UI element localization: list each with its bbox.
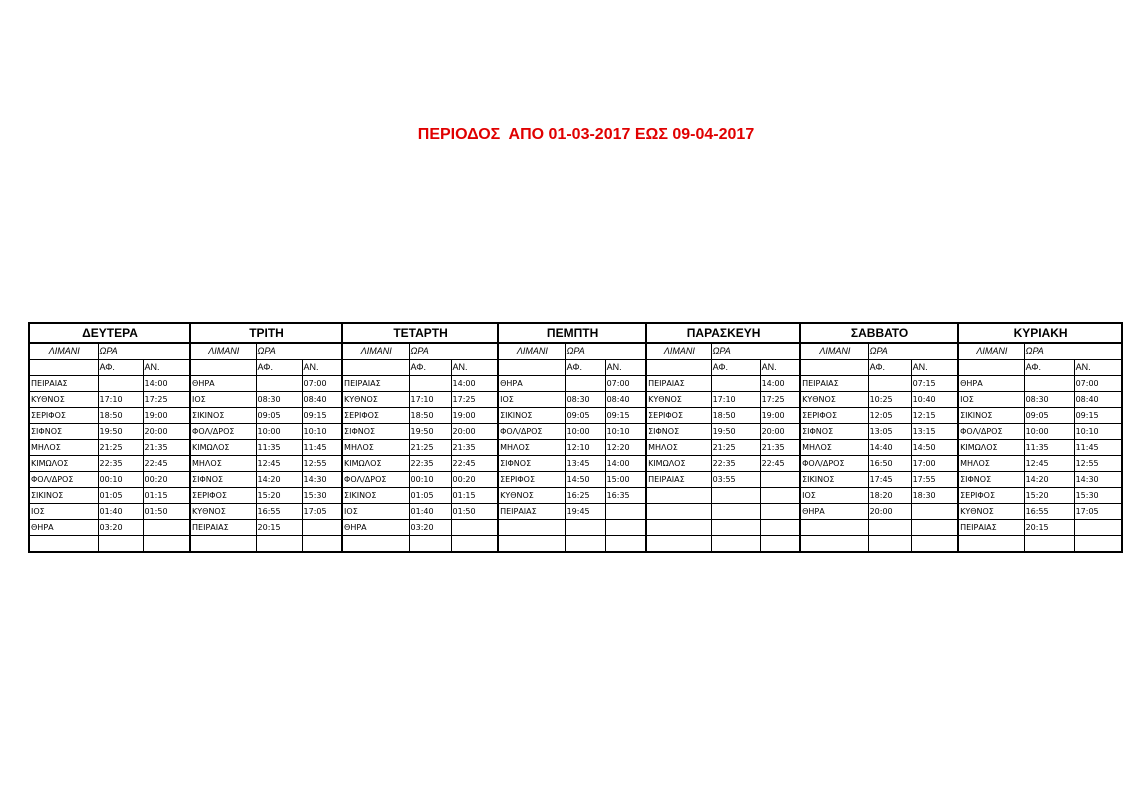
port-cell [29, 536, 98, 553]
arrival-time-cell [605, 520, 646, 536]
port-cell [342, 536, 409, 553]
departure-column-header: ΑΦ. [256, 360, 302, 376]
blank-cell [342, 360, 409, 376]
port-cell: ΣΕΡΙΦΟΣ [498, 472, 565, 488]
day-header: ΚΥΡΙΑΚΗ [958, 323, 1122, 343]
departure-time-cell: 14:20 [256, 472, 302, 488]
blank-cell [646, 360, 711, 376]
port-cell: ΚΙΜΩΛΟΣ [29, 456, 98, 472]
departure-time-cell: 21:25 [98, 440, 143, 456]
port-column-header: ΛΙΜΑΝΙ [498, 343, 565, 360]
departure-time-cell: 20:00 [868, 504, 911, 520]
port-cell: ΘΗΡΑ [342, 520, 409, 536]
arrival-time-cell [451, 520, 498, 536]
departure-time-cell [868, 520, 911, 536]
port-cell: ΚΥΘΝΟΣ [958, 504, 1024, 520]
port-cell: ΣΕΡΙΦΟΣ [958, 488, 1024, 504]
departure-time-cell: 11:35 [256, 440, 302, 456]
departure-time-cell: 17:10 [409, 392, 451, 408]
port-cell: ΚΥΘΝΟΣ [800, 392, 868, 408]
departure-time-cell: 10:00 [256, 424, 302, 440]
port-cell: ΣΙΦΝΟΣ [958, 472, 1024, 488]
table-row [29, 504, 1122, 520]
departure-time-cell: 11:35 [1024, 440, 1074, 456]
departure-time-cell: 18:50 [711, 408, 760, 424]
port-cell: ΠΕΙΡΑΙΑΣ [800, 376, 868, 392]
arrival-time-cell: 08:40 [302, 392, 342, 408]
day-header-row [29, 323, 1122, 343]
departure-time-cell: 10:00 [565, 424, 605, 440]
arrival-time-cell: 08:40 [1074, 392, 1122, 408]
arrival-time-cell: 10:10 [302, 424, 342, 440]
port-cell: ΦΟΛ/ΔΡΟΣ [29, 472, 98, 488]
port-cell: ΣΕΡΙΦΟΣ [29, 408, 98, 424]
arrival-time-cell [760, 472, 800, 488]
arrival-time-cell: 07:00 [302, 376, 342, 392]
port-cell: ΣΙΚΙΝΟΣ [498, 408, 565, 424]
port-cell: ΙΟΣ [800, 488, 868, 504]
time-column-header: ΩΡΑ [711, 343, 760, 360]
blank-cell [958, 360, 1024, 376]
table-row [29, 456, 1122, 472]
time-column-header: ΩΡΑ [1024, 343, 1074, 360]
arrival-time-cell [1074, 536, 1122, 553]
port-cell: ΘΗΡΑ [29, 520, 98, 536]
port-cell [800, 536, 868, 553]
departure-column-header: ΑΦ. [711, 360, 760, 376]
port-cell [800, 520, 868, 536]
port-cell: ΣΕΡΙΦΟΣ [342, 408, 409, 424]
arrival-time-cell: 17:05 [302, 504, 342, 520]
port-cell: ΜΗΛΟΣ [800, 440, 868, 456]
arrival-time-cell: 12:20 [605, 440, 646, 456]
blank-cell [605, 343, 646, 360]
departure-time-cell: 13:05 [868, 424, 911, 440]
port-cell: ΠΕΙΡΑΙΑΣ [29, 376, 98, 392]
table-row [29, 536, 1122, 553]
departure-time-cell: 17:10 [98, 392, 143, 408]
arrival-time-cell: 00:20 [451, 472, 498, 488]
departure-time-cell: 16:55 [1024, 504, 1074, 520]
arrival-time-cell: 10:10 [1074, 424, 1122, 440]
port-cell [498, 536, 565, 553]
port-cell: ΙΟΣ [498, 392, 565, 408]
port-cell: ΣΙΦΝΟΣ [498, 456, 565, 472]
port-cell: ΙΟΣ [958, 392, 1024, 408]
port-cell: ΦΟΛ/ΔΡΟΣ [342, 472, 409, 488]
port-cell: ΣΙΦΝΟΣ [342, 424, 409, 440]
departure-time-cell: 09:05 [565, 408, 605, 424]
departure-time-cell: 10:25 [868, 392, 911, 408]
column-header-row [29, 343, 1122, 360]
port-cell: ΚΥΘΝΟΣ [190, 504, 256, 520]
departure-time-cell: 20:15 [1024, 520, 1074, 536]
port-cell: ΠΕΙΡΑΙΑΣ [498, 504, 565, 520]
arrival-time-cell [760, 536, 800, 553]
day-header: ΠΕΜΠΤΗ [498, 323, 646, 343]
arrival-time-cell: 14:00 [605, 456, 646, 472]
time-column-header: ΩΡΑ [256, 343, 302, 360]
arrival-time-cell [143, 536, 190, 553]
arrival-time-cell [143, 520, 190, 536]
arrival-time-cell: 17:55 [911, 472, 958, 488]
blank-cell [800, 360, 868, 376]
departure-time-cell [711, 376, 760, 392]
port-cell: ΣΙΦΝΟΣ [646, 424, 711, 440]
departure-column-header: ΑΦ. [868, 360, 911, 376]
departure-time-cell [868, 376, 911, 392]
port-cell: ΘΗΡΑ [800, 504, 868, 520]
arrival-time-cell: 07:00 [1074, 376, 1122, 392]
departure-time-cell [409, 376, 451, 392]
port-cell: ΠΕΙΡΑΙΑΣ [342, 376, 409, 392]
port-cell: ΙΟΣ [29, 504, 98, 520]
port-cell: ΠΕΙΡΑΙΑΣ [958, 520, 1024, 536]
departure-time-cell: 19:45 [565, 504, 605, 520]
departure-time-cell: 01:05 [409, 488, 451, 504]
arrival-time-cell [760, 488, 800, 504]
departure-time-cell: 19:50 [98, 424, 143, 440]
departure-time-cell: 09:05 [1024, 408, 1074, 424]
time-column-header: ΩΡΑ [868, 343, 911, 360]
arrival-time-cell: 09:15 [1074, 408, 1122, 424]
arrival-column-header: ΑΝ. [143, 360, 190, 376]
departure-time-cell: 00:10 [409, 472, 451, 488]
departure-time-cell [409, 536, 451, 553]
time-column-header: ΩΡΑ [409, 343, 451, 360]
departure-time-cell [711, 488, 760, 504]
port-cell [958, 536, 1024, 553]
day-header: ΣΑΒΒΑΤΟ [800, 323, 958, 343]
departure-time-cell: 12:05 [868, 408, 911, 424]
departure-time-cell: 14:40 [868, 440, 911, 456]
arrival-time-cell: 20:00 [143, 424, 190, 440]
departure-time-cell: 12:45 [256, 456, 302, 472]
port-cell: ΦΟΛ/ΔΡΟΣ [498, 424, 565, 440]
departure-time-cell: 15:20 [1024, 488, 1074, 504]
port-cell: ΠΕΙΡΑΙΑΣ [646, 376, 711, 392]
arrival-time-cell: 07:15 [911, 376, 958, 392]
table-row [29, 376, 1122, 392]
departure-time-cell: 01:40 [98, 504, 143, 520]
port-column-header: ΛΙΜΑΝΙ [190, 343, 256, 360]
departure-time-cell [868, 536, 911, 553]
port-cell [498, 520, 565, 536]
schedule-table [28, 322, 1123, 553]
departure-time-cell: 16:55 [256, 504, 302, 520]
arrival-time-cell: 14:00 [760, 376, 800, 392]
port-cell: ΦΟΛ/ΔΡΟΣ [190, 424, 256, 440]
arrival-column-header: ΑΝ. [451, 360, 498, 376]
departure-time-cell: 14:50 [565, 472, 605, 488]
arrival-time-cell: 10:10 [605, 424, 646, 440]
port-cell: ΣΕΡΙΦΟΣ [800, 408, 868, 424]
arrival-time-cell: 14:50 [911, 440, 958, 456]
departure-time-cell: 21:25 [409, 440, 451, 456]
blank-cell [451, 343, 498, 360]
table-row [29, 440, 1122, 456]
departure-time-cell [1024, 376, 1074, 392]
arrival-column-header: ΑΝ. [760, 360, 800, 376]
port-cell: ΘΗΡΑ [958, 376, 1024, 392]
arrival-time-cell: 22:45 [451, 456, 498, 472]
arrival-time-cell [760, 520, 800, 536]
port-cell [646, 520, 711, 536]
port-cell: ΣΙΚΙΝΟΣ [29, 488, 98, 504]
departure-time-cell: 13:45 [565, 456, 605, 472]
arrival-time-cell: 01:15 [143, 488, 190, 504]
departure-time-cell: 22:35 [98, 456, 143, 472]
blank-cell [498, 360, 565, 376]
port-column-header: ΛΙΜΑΝΙ [646, 343, 711, 360]
departure-time-cell [98, 376, 143, 392]
port-cell: ΜΗΛΟΣ [190, 456, 256, 472]
time-subheader-row [29, 360, 1122, 376]
arrival-time-cell: 13:15 [911, 424, 958, 440]
table-row [29, 408, 1122, 424]
arrival-time-cell [1074, 520, 1122, 536]
arrival-time-cell: 09:15 [302, 408, 342, 424]
blank-cell [143, 343, 190, 360]
departure-time-cell: 17:10 [711, 392, 760, 408]
port-cell: ΚΙΜΩΛΟΣ [958, 440, 1024, 456]
departure-time-cell: 03:20 [409, 520, 451, 536]
port-cell: ΙΟΣ [342, 504, 409, 520]
departure-time-cell [98, 536, 143, 553]
departure-time-cell: 18:20 [868, 488, 911, 504]
arrival-time-cell: 17:25 [143, 392, 190, 408]
port-cell: ΠΕΙΡΑΙΑΣ [646, 472, 711, 488]
departure-time-cell: 22:35 [409, 456, 451, 472]
port-cell: ΚΥΘΝΟΣ [29, 392, 98, 408]
departure-time-cell: 17:45 [868, 472, 911, 488]
arrival-time-cell: 15:30 [1074, 488, 1122, 504]
departure-time-cell: 21:25 [711, 440, 760, 456]
table-row [29, 424, 1122, 440]
port-column-header: ΛΙΜΑΝΙ [342, 343, 409, 360]
arrival-time-cell: 10:40 [911, 392, 958, 408]
departure-column-header: ΑΦ. [409, 360, 451, 376]
arrival-time-cell: 17:25 [760, 392, 800, 408]
port-cell: ΚΥΘΝΟΣ [498, 488, 565, 504]
port-cell: ΚΙΜΩΛΟΣ [646, 456, 711, 472]
port-cell: ΦΟΛ/ΔΡΟΣ [800, 456, 868, 472]
departure-time-cell: 00:10 [98, 472, 143, 488]
arrival-time-cell: 21:35 [143, 440, 190, 456]
port-cell: ΘΗΡΑ [190, 376, 256, 392]
arrival-time-cell [605, 504, 646, 520]
arrival-time-cell: 17:05 [1074, 504, 1122, 520]
arrival-column-header: ΑΝ. [302, 360, 342, 376]
port-cell: ΣΙΦΝΟΣ [800, 424, 868, 440]
port-cell: ΜΗΛΟΣ [958, 456, 1024, 472]
arrival-time-cell: 21:35 [451, 440, 498, 456]
departure-time-cell: 08:30 [565, 392, 605, 408]
departure-time-cell: 18:50 [98, 408, 143, 424]
departure-time-cell: 19:50 [711, 424, 760, 440]
departure-time-cell [565, 520, 605, 536]
arrival-time-cell [911, 520, 958, 536]
arrival-time-cell: 12:15 [911, 408, 958, 424]
time-column-header: ΩΡΑ [565, 343, 605, 360]
departure-time-cell: 15:20 [256, 488, 302, 504]
departure-time-cell: 18:50 [409, 408, 451, 424]
port-cell: ΣΙΚΙΝΟΣ [800, 472, 868, 488]
departure-time-cell: 19:50 [409, 424, 451, 440]
arrival-time-cell: 15:30 [302, 488, 342, 504]
port-cell: ΣΙΚΙΝΟΣ [190, 408, 256, 424]
arrival-time-cell [911, 504, 958, 520]
arrival-time-cell: 14:30 [1074, 472, 1122, 488]
arrival-time-cell [302, 520, 342, 536]
arrival-column-header: ΑΝ. [605, 360, 646, 376]
departure-time-cell: 20:15 [256, 520, 302, 536]
day-header: ΤΕΤΑΡΤΗ [342, 323, 498, 343]
port-cell: ΚΙΜΩΛΟΣ [190, 440, 256, 456]
arrival-time-cell: 12:55 [1074, 456, 1122, 472]
departure-time-cell: 09:05 [256, 408, 302, 424]
port-cell: ΜΗΛΟΣ [646, 440, 711, 456]
port-cell: ΜΗΛΟΣ [498, 440, 565, 456]
departure-column-header: ΑΦ. [565, 360, 605, 376]
departure-time-cell [565, 536, 605, 553]
table-row [29, 488, 1122, 504]
port-cell: ΜΗΛΟΣ [342, 440, 409, 456]
departure-time-cell: 03:20 [98, 520, 143, 536]
port-cell [190, 536, 256, 553]
arrival-time-cell: 09:15 [605, 408, 646, 424]
departure-time-cell [711, 504, 760, 520]
port-column-header: ΛΙΜΑΝΙ [800, 343, 868, 360]
arrival-time-cell: 14:00 [451, 376, 498, 392]
departure-time-cell [711, 536, 760, 553]
port-cell: ΚΥΘΝΟΣ [646, 392, 711, 408]
port-column-header: ΛΙΜΑΝΙ [958, 343, 1024, 360]
arrival-time-cell [760, 504, 800, 520]
departure-time-cell: 01:40 [409, 504, 451, 520]
blank-cell [1074, 343, 1122, 360]
arrival-time-cell: 08:40 [605, 392, 646, 408]
arrival-time-cell [911, 536, 958, 553]
blank-cell [190, 360, 256, 376]
port-cell [646, 504, 711, 520]
day-header: ΤΡΙΤΗ [190, 323, 342, 343]
arrival-time-cell: 18:30 [911, 488, 958, 504]
arrival-time-cell: 07:00 [605, 376, 646, 392]
port-cell: ΦΟΛ/ΔΡΟΣ [958, 424, 1024, 440]
port-cell: ΠΕΙΡΑΙΑΣ [190, 520, 256, 536]
departure-time-cell: 01:05 [98, 488, 143, 504]
departure-time-cell: 12:10 [565, 440, 605, 456]
port-cell: ΜΗΛΟΣ [29, 440, 98, 456]
port-cell: ΣΙΦΝΟΣ [29, 424, 98, 440]
departure-time-cell: 22:35 [711, 456, 760, 472]
arrival-time-cell: 01:15 [451, 488, 498, 504]
departure-time-cell [565, 376, 605, 392]
arrival-time-cell: 00:20 [143, 472, 190, 488]
port-cell: ΘΗΡΑ [498, 376, 565, 392]
arrival-time-cell: 12:55 [302, 456, 342, 472]
arrival-time-cell: 19:00 [760, 408, 800, 424]
blank-cell [302, 343, 342, 360]
departure-time-cell [256, 536, 302, 553]
port-cell [646, 488, 711, 504]
departure-time-cell: 08:30 [256, 392, 302, 408]
table-row [29, 472, 1122, 488]
arrival-time-cell: 17:00 [911, 456, 958, 472]
table-row [29, 392, 1122, 408]
arrival-column-header: ΑΝ. [1074, 360, 1122, 376]
arrival-time-cell: 20:00 [451, 424, 498, 440]
port-cell: ΚΥΘΝΟΣ [342, 392, 409, 408]
arrival-time-cell: 11:45 [1074, 440, 1122, 456]
arrival-time-cell [302, 536, 342, 553]
port-cell: ΚΙΜΩΛΟΣ [342, 456, 409, 472]
arrival-time-cell: 15:00 [605, 472, 646, 488]
arrival-time-cell: 01:50 [143, 504, 190, 520]
arrival-time-cell: 20:00 [760, 424, 800, 440]
port-cell: ΣΙΦΝΟΣ [190, 472, 256, 488]
page-title: ΠΕΡΙΟΔΟΣ ΑΠΟ 01-03-2017 ΕΩΣ 09-04-2017 [417, 126, 755, 143]
day-header: ΠΑΡΑΣΚΕΥΗ [646, 323, 800, 343]
departure-column-header: ΑΦ. [98, 360, 143, 376]
departure-time-cell [711, 520, 760, 536]
departure-time-cell [1024, 536, 1074, 553]
departure-time-cell: 08:30 [1024, 392, 1074, 408]
departure-time-cell: 03:55 [711, 472, 760, 488]
port-cell: ΣΙΚΙΝΟΣ [958, 408, 1024, 424]
port-cell: ΙΟΣ [190, 392, 256, 408]
arrival-time-cell: 14:30 [302, 472, 342, 488]
port-cell: ΣΙΚΙΝΟΣ [342, 488, 409, 504]
arrival-time-cell: 14:00 [143, 376, 190, 392]
port-column-header: ΛΙΜΑΝΙ [29, 343, 98, 360]
departure-time-cell: 16:50 [868, 456, 911, 472]
departure-time-cell: 16:25 [565, 488, 605, 504]
arrival-time-cell: 16:35 [605, 488, 646, 504]
arrival-time-cell: 19:00 [451, 408, 498, 424]
arrival-time-cell: 11:45 [302, 440, 342, 456]
arrival-time-cell: 21:35 [760, 440, 800, 456]
port-cell: ΣΕΡΙΦΟΣ [190, 488, 256, 504]
time-column-header: ΩΡΑ [98, 343, 143, 360]
arrival-time-cell: 22:45 [143, 456, 190, 472]
departure-column-header: ΑΦ. [1024, 360, 1074, 376]
arrival-time-cell: 17:25 [451, 392, 498, 408]
port-cell [646, 536, 711, 553]
departure-time-cell: 12:45 [1024, 456, 1074, 472]
blank-cell [760, 343, 800, 360]
arrival-time-cell [605, 536, 646, 553]
departure-time-cell [256, 376, 302, 392]
day-header: ΔΕΥΤΕΡΑ [29, 323, 190, 343]
arrival-time-cell: 01:50 [451, 504, 498, 520]
port-cell: ΣΕΡΙΦΟΣ [646, 408, 711, 424]
arrival-time-cell: 19:00 [143, 408, 190, 424]
arrival-time-cell [451, 536, 498, 553]
departure-time-cell: 14:20 [1024, 472, 1074, 488]
blank-cell [29, 360, 98, 376]
arrival-column-header: ΑΝ. [911, 360, 958, 376]
table-row [29, 520, 1122, 536]
blank-cell [911, 343, 958, 360]
departure-time-cell: 10:00 [1024, 424, 1074, 440]
arrival-time-cell: 22:45 [760, 456, 800, 472]
